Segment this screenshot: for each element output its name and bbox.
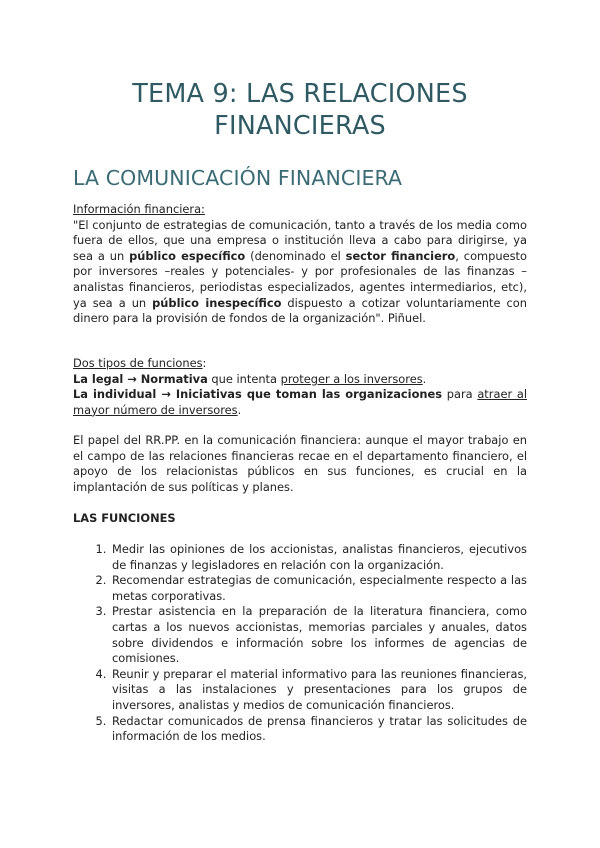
section-heading: LA COMUNICACIÓN FINANCIERA bbox=[73, 166, 403, 190]
rrpp-paragraph: El papel del RR.PP. en la comunicación financiera: aunque el mayor trabajo en el campo de las relaciones financieras recae en el departamento financiero, el apoyo de los relacionistas públicos en sus funciones, es crucial en la implantación de sus políticas y planes. bbox=[73, 433, 527, 494]
page-title bbox=[40, 78, 560, 142]
list-item: 5. Redactar comunicados de prensa financieros y tratar las solicitudes de información de los medios. bbox=[110, 714, 527, 745]
function-individual: La individual → Iniciativas que toman las organizaciones para atraer al mayor número de inversores. bbox=[73, 387, 527, 417]
list-item: 2. Recomendar estrategias de comunicación, especialmente respecto a las metas corporativas. bbox=[110, 573, 527, 604]
las-funciones-heading: LAS FUNCIONES bbox=[73, 511, 176, 525]
funciones-list bbox=[73, 542, 527, 745]
title-line-2: FINANCIERAS bbox=[214, 111, 386, 141]
info-label: Información financiera: bbox=[73, 202, 205, 216]
funciones-list-wrap bbox=[73, 542, 527, 745]
list-item: 4. Reunir y preparar el material informativo para las reuniones financieras, visitas a las instalaciones y presentaciones para los grupos de inversores, analistas y medios de comunicación financieros. bbox=[110, 667, 527, 714]
list-item: 3. Prestar asistencia en la preparación de la literatura financiera, como cartas a los nuevos accionistas, memorias parciales y anuales, datos sobre dividendos e información sobre los informes de agencias de comisiones. bbox=[110, 604, 527, 666]
list-item: 1. Medir las opiniones de los accionistas, analistas financieros, ejecutivos de finanzas y legisladores en relación con la organización. bbox=[110, 542, 527, 573]
functions-block: Dos tipos de funciones: La legal → Normativa que intenta proteger a los inversores. La individual → Iniciativas que toman las organizaciones para atraer al mayor número de inversores. bbox=[73, 356, 527, 417]
info-paragraph bbox=[73, 202, 527, 327]
title-line-1: TEMA 9: LAS RELACIONES bbox=[132, 79, 468, 109]
info-quote: "El conjunto de estrategias de comunicación, tanto a través de los media como fuera de ellos, que una empresa o institución lleva a cabo para dirigirse, ya sea a un público específico (denominado el sector financiero, compuesto por inversores –reales y potenciales- y por profesionales de las finanzas –analistas financieros, periodistas especializados, agentes intermediarios, etc), ya sea a un público inespecífico dispuesto a cotizar voluntariamente con dinero para la provisión de fondos de la organización". Piñuel. bbox=[73, 217, 527, 326]
functions-label: Dos tipos de funciones bbox=[73, 356, 203, 370]
function-legal: La legal → Normativa que intenta proteger a los inversores. bbox=[73, 371, 427, 386]
